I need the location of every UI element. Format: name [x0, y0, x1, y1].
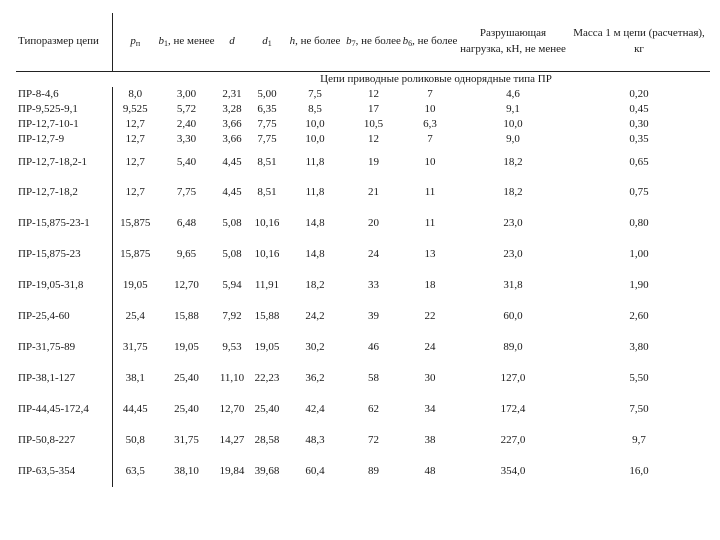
cell-b6: 30: [424, 372, 436, 384]
cell-d1: 22,23: [254, 372, 280, 384]
table-row: [16, 177, 710, 208]
cell-pitch: 9,525: [122, 102, 148, 115]
cell-h: 11,8: [305, 155, 325, 168]
cell-b7: 33: [368, 279, 379, 291]
cell-b7: 10,5: [363, 117, 384, 130]
table-row: [16, 363, 710, 394]
table-row: [16, 117, 710, 132]
header-b1: $b_1$, не менее: [158, 13, 215, 71]
cell-d1: 15,88: [254, 310, 280, 322]
cell-d: 4,45: [222, 155, 242, 168]
cell-pitch: 12,7: [125, 186, 145, 198]
cell-breaking-load: 18,2: [503, 155, 523, 168]
cell-d: 3,66: [222, 117, 242, 130]
cell-mass: 16,0: [629, 465, 649, 477]
cell-b6: 11: [424, 217, 436, 229]
cell-breaking-load: 89,0: [503, 341, 523, 353]
cell-d1: 39,68: [254, 465, 280, 477]
cell-b1: 19,05: [174, 341, 199, 353]
cell-b6: 10: [424, 155, 436, 168]
cell-breaking-load: 4,6: [506, 87, 520, 100]
cell-d: 2,31: [222, 87, 242, 100]
cell-type: ПР-31,75-89: [16, 332, 112, 363]
cell-breaking-load: 354,0: [500, 465, 526, 477]
cell-breaking-load: 127,0: [500, 372, 526, 384]
cell-d: 5,08: [222, 248, 242, 260]
cell-mass: 1,00: [629, 248, 649, 260]
cell-type: ПР-63,5-354: [16, 456, 112, 487]
cell-pitch: 63,5: [125, 465, 145, 477]
cell-d1: 11,91: [254, 279, 280, 291]
cell-mass: 2,60: [629, 310, 649, 322]
cell-b7: 19: [368, 155, 379, 168]
cell-b6: 22: [424, 310, 436, 322]
table-row: [16, 147, 710, 177]
cell-d: 5,08: [222, 217, 242, 229]
cell-h: 42,4: [305, 403, 325, 415]
cell-b7: 46: [368, 341, 379, 353]
cell-b1: 3,00: [176, 87, 197, 100]
cell-d1: 10,16: [254, 217, 280, 229]
cell-mass: 0,35: [629, 132, 649, 145]
cell-type: ПР-12,7-10-1: [16, 117, 112, 132]
cell-pitch: 50,8: [125, 434, 145, 446]
cell-d: 7,92: [222, 310, 242, 322]
header-mass: Масса 1 м цепи (расчетная), кг: [568, 13, 710, 71]
header-type: Типоразмер цепи: [16, 13, 112, 71]
cell-b1: 7,75: [176, 186, 197, 198]
cell-type: ПР-15,875-23: [16, 239, 112, 270]
cell-d: 11,10: [219, 372, 245, 384]
cell-h: 36,2: [305, 372, 325, 384]
cell-b6: 10: [424, 102, 436, 115]
cell-b1: 5,72: [176, 102, 197, 115]
cell-mass: 3,80: [629, 341, 649, 353]
cell-h: 18,2: [305, 279, 325, 291]
cell-mass: 0,45: [629, 102, 649, 115]
cell-mass: 0,75: [629, 186, 649, 198]
cell-pitch: 12,7: [125, 155, 145, 168]
cell-b7: 21: [368, 186, 379, 198]
table-row: [16, 208, 710, 239]
cell-mass: 0,30: [629, 117, 649, 130]
cell-breaking-load: 227,0: [500, 434, 526, 446]
cell-d: 14,27: [219, 434, 245, 446]
cell-b1: 25,40: [174, 403, 199, 415]
cell-b1: 5,40: [176, 155, 197, 168]
cell-pitch: 12,7: [125, 132, 145, 145]
cell-b6: 34: [424, 403, 436, 415]
cell-d1: 19,05: [254, 341, 280, 353]
cell-pitch: 12,7: [125, 117, 145, 130]
cell-mass: 0,65: [629, 155, 649, 168]
cell-b6: 18: [424, 279, 436, 291]
cell-b7: 39: [368, 310, 379, 322]
header-d: d: [215, 13, 249, 71]
cell-b6: 7: [427, 132, 433, 145]
header-h: h, не более: [285, 13, 345, 71]
cell-pitch: 8,0: [128, 87, 143, 100]
cell-pitch: 15,875: [120, 248, 151, 260]
section-title: Цепи приводные роликовые однорядные типа ПР: [320, 73, 552, 85]
cell-b1: 25,40: [174, 372, 199, 384]
cell-d1: 5,00: [257, 87, 277, 100]
cell-mass: 1,90: [629, 279, 649, 291]
header-row: [16, 13, 710, 71]
section-title-row: [16, 71, 710, 87]
cell-b7: 24: [368, 248, 379, 260]
cell-d1: 8,51: [257, 186, 277, 198]
cell-breaking-load: 9,1: [506, 102, 520, 115]
cell-mass: 7,50: [629, 403, 649, 415]
cell-pitch: 44,45: [122, 403, 148, 415]
cell-h: 48,3: [305, 434, 325, 446]
cell-b6: 48: [424, 465, 436, 477]
cell-h: 7,5: [308, 87, 322, 100]
cell-pitch: 31,75: [122, 341, 148, 353]
cell-d1: 10,16: [254, 248, 280, 260]
table-row: [16, 301, 710, 332]
cell-b1: 12,70: [174, 279, 199, 291]
cell-pitch: 19,05: [122, 279, 148, 291]
cell-b7: 12: [368, 132, 379, 145]
cell-pitch: 15,875: [120, 217, 151, 229]
cell-d: 9,53: [222, 341, 242, 353]
cell-b1: 6,48: [176, 217, 197, 229]
cell-b6: 7: [427, 87, 433, 100]
cell-breaking-load: 172,4: [500, 403, 526, 415]
cell-type: ПР-38,1-127: [16, 363, 112, 394]
cell-b7: 58: [368, 372, 379, 384]
cell-h: 24,2: [305, 310, 325, 322]
cell-b7: 20: [368, 217, 379, 229]
table-row: [16, 87, 710, 102]
table-row: [16, 456, 710, 487]
cell-d: 19,84: [219, 465, 245, 477]
cell-type: ПР-12,7-18,2-1: [16, 147, 112, 177]
table-row: [16, 132, 710, 147]
cell-h: 14,8: [305, 217, 325, 229]
cell-mass: 9,7: [632, 434, 646, 446]
cell-type: ПР-9,525-9,1: [16, 102, 112, 117]
cell-type: ПР-12,7-18,2: [16, 177, 112, 208]
cell-b1: 9,65: [176, 248, 197, 260]
table-row: [16, 270, 710, 301]
cell-mass: 0,80: [629, 217, 649, 229]
cell-b1: 3,30: [176, 132, 197, 145]
cell-breaking-load: 23,0: [503, 217, 523, 229]
cell-type: ПР-25,4-60: [16, 301, 112, 332]
header-b7: $b_7$, не более: [345, 13, 402, 71]
cell-b1: 38,10: [174, 465, 199, 477]
cell-type: ПР-44,45-172,4: [16, 394, 112, 425]
table-row: [16, 102, 710, 117]
cell-h: 10,0: [305, 132, 325, 145]
cell-b7: 89: [368, 465, 379, 477]
table-row: [16, 425, 710, 456]
cell-b7: 17: [368, 102, 379, 115]
cell-d: 3,28: [222, 102, 242, 115]
cell-mass: 5,50: [629, 372, 649, 384]
cell-d: 4,45: [222, 186, 242, 198]
cell-b1: 15,88: [174, 310, 199, 322]
cell-h: 11,8: [305, 186, 325, 198]
cell-d1: 8,51: [257, 155, 277, 168]
cell-d: 3,66: [222, 132, 242, 145]
cell-type: ПР-15,875-23-1: [16, 208, 112, 239]
cell-b1: 2,40: [176, 117, 197, 130]
cell-pitch: 25,4: [125, 310, 145, 322]
cell-b7: 72: [368, 434, 379, 446]
cell-breaking-load: 23,0: [503, 248, 523, 260]
header-b6: $b_6$, не более: [402, 13, 458, 71]
cell-h: 60,4: [305, 465, 325, 477]
cell-breaking-load: 10,0: [503, 117, 523, 130]
cell-d: 12,70: [219, 403, 245, 415]
cell-b6: 13: [424, 248, 436, 260]
cell-b6: 38: [424, 434, 436, 446]
table-row: [16, 332, 710, 363]
cell-type: ПР-8-4,6: [16, 87, 112, 102]
cell-breaking-load: 18,2: [503, 186, 523, 198]
chain-spec-table: [16, 13, 710, 487]
cell-type: ПР-19,05-31,8: [16, 270, 112, 301]
cell-b7: 62: [368, 403, 379, 415]
cell-breaking-load: 9,0: [506, 132, 520, 145]
cell-pitch: 38,1: [125, 372, 145, 384]
header-breaking-load: Разрушающая нагрузка, кН, не менее: [458, 13, 568, 71]
cell-type: ПР-50,8-227: [16, 425, 112, 456]
cell-d1: 25,40: [254, 403, 280, 415]
cell-h: 30,2: [305, 341, 325, 353]
cell-type: ПР-12,7-9: [16, 132, 112, 147]
cell-mass: 0,20: [629, 87, 649, 100]
header-d1: $d_1$: [249, 13, 285, 71]
header-pitch: $p_п$: [112, 13, 158, 71]
table-row: [16, 394, 710, 425]
chain-spec-document: [16, 13, 710, 521]
cell-b6: 11: [424, 186, 436, 198]
cell-d1: 6,35: [257, 102, 277, 115]
cell-d1: 7,75: [257, 117, 277, 130]
cell-breaking-load: 31,8: [503, 279, 523, 291]
cell-breaking-load: 60,0: [503, 310, 523, 322]
cell-b6: 24: [424, 341, 436, 353]
cell-h: 8,5: [308, 102, 322, 115]
cell-d: 5,94: [222, 279, 242, 291]
cell-b1: 31,75: [174, 434, 199, 446]
cell-b6: 6,3: [423, 117, 437, 130]
cell-b7: 12: [368, 87, 379, 100]
cell-h: 14,8: [305, 248, 325, 260]
cell-h: 10,0: [305, 117, 325, 130]
table-row: [16, 239, 710, 270]
cell-d1: 7,75: [257, 132, 277, 145]
cell-d1: 28,58: [254, 434, 280, 446]
